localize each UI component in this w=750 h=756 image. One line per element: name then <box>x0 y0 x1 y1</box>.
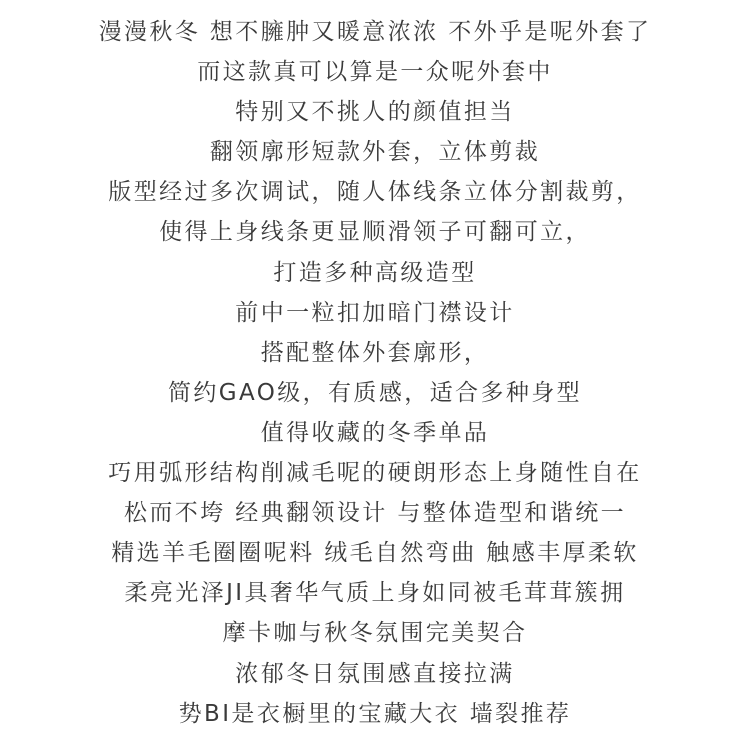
text-line: 漫漫秋冬 想不臃肿又暖意浓浓 不外乎是呢外套了 <box>98 19 652 45</box>
text-line: 巧用弧形结构削减毛呢的硬朗形态上身随性自在 <box>108 460 642 487</box>
text-line: 前中一粒扣加暗门襟设计 <box>235 299 515 326</box>
text-line: 松而不垮 经典翻领设计 与整体造型和谐统一 <box>123 500 627 527</box>
text-line: 版型经过多次调试，随人体线条立体分割裁剪， <box>108 179 642 206</box>
text-line: 搭配整体外套廓形， <box>260 339 490 366</box>
text-line: 摩卡咖与秋冬氛围完美契合 <box>222 620 528 647</box>
text-line: 特别又不挑人的颜值担当 <box>235 99 515 126</box>
text-line: 势BI是衣橱里的宝藏大衣 墙裂推荐 <box>178 700 572 727</box>
text-line: 翻领廓形短款外套，立体剪裁 <box>209 139 541 166</box>
text-line: 使得上身线条更显顺滑领子可翻可立， <box>159 219 591 246</box>
product-description <box>0 12 750 734</box>
text-line: 值得收藏的冬季单品 <box>260 419 490 446</box>
text-line: 精选羊毛圈圈呢料 绒毛自然弯曲 触感丰厚柔软 <box>111 540 639 567</box>
text-line: 浓郁冬日氛围感直接拉满 <box>235 660 515 687</box>
text-line: 柔亮光泽JI具奢华气质上身如同被毛茸茸簇拥 <box>124 580 626 607</box>
text-line: 打造多种高级造型 <box>273 259 477 286</box>
text-line: 简约GAO级，有质感，适合多种身型 <box>167 379 583 406</box>
text-line: 而这款真可以算是一众呢外套中 <box>197 59 553 86</box>
